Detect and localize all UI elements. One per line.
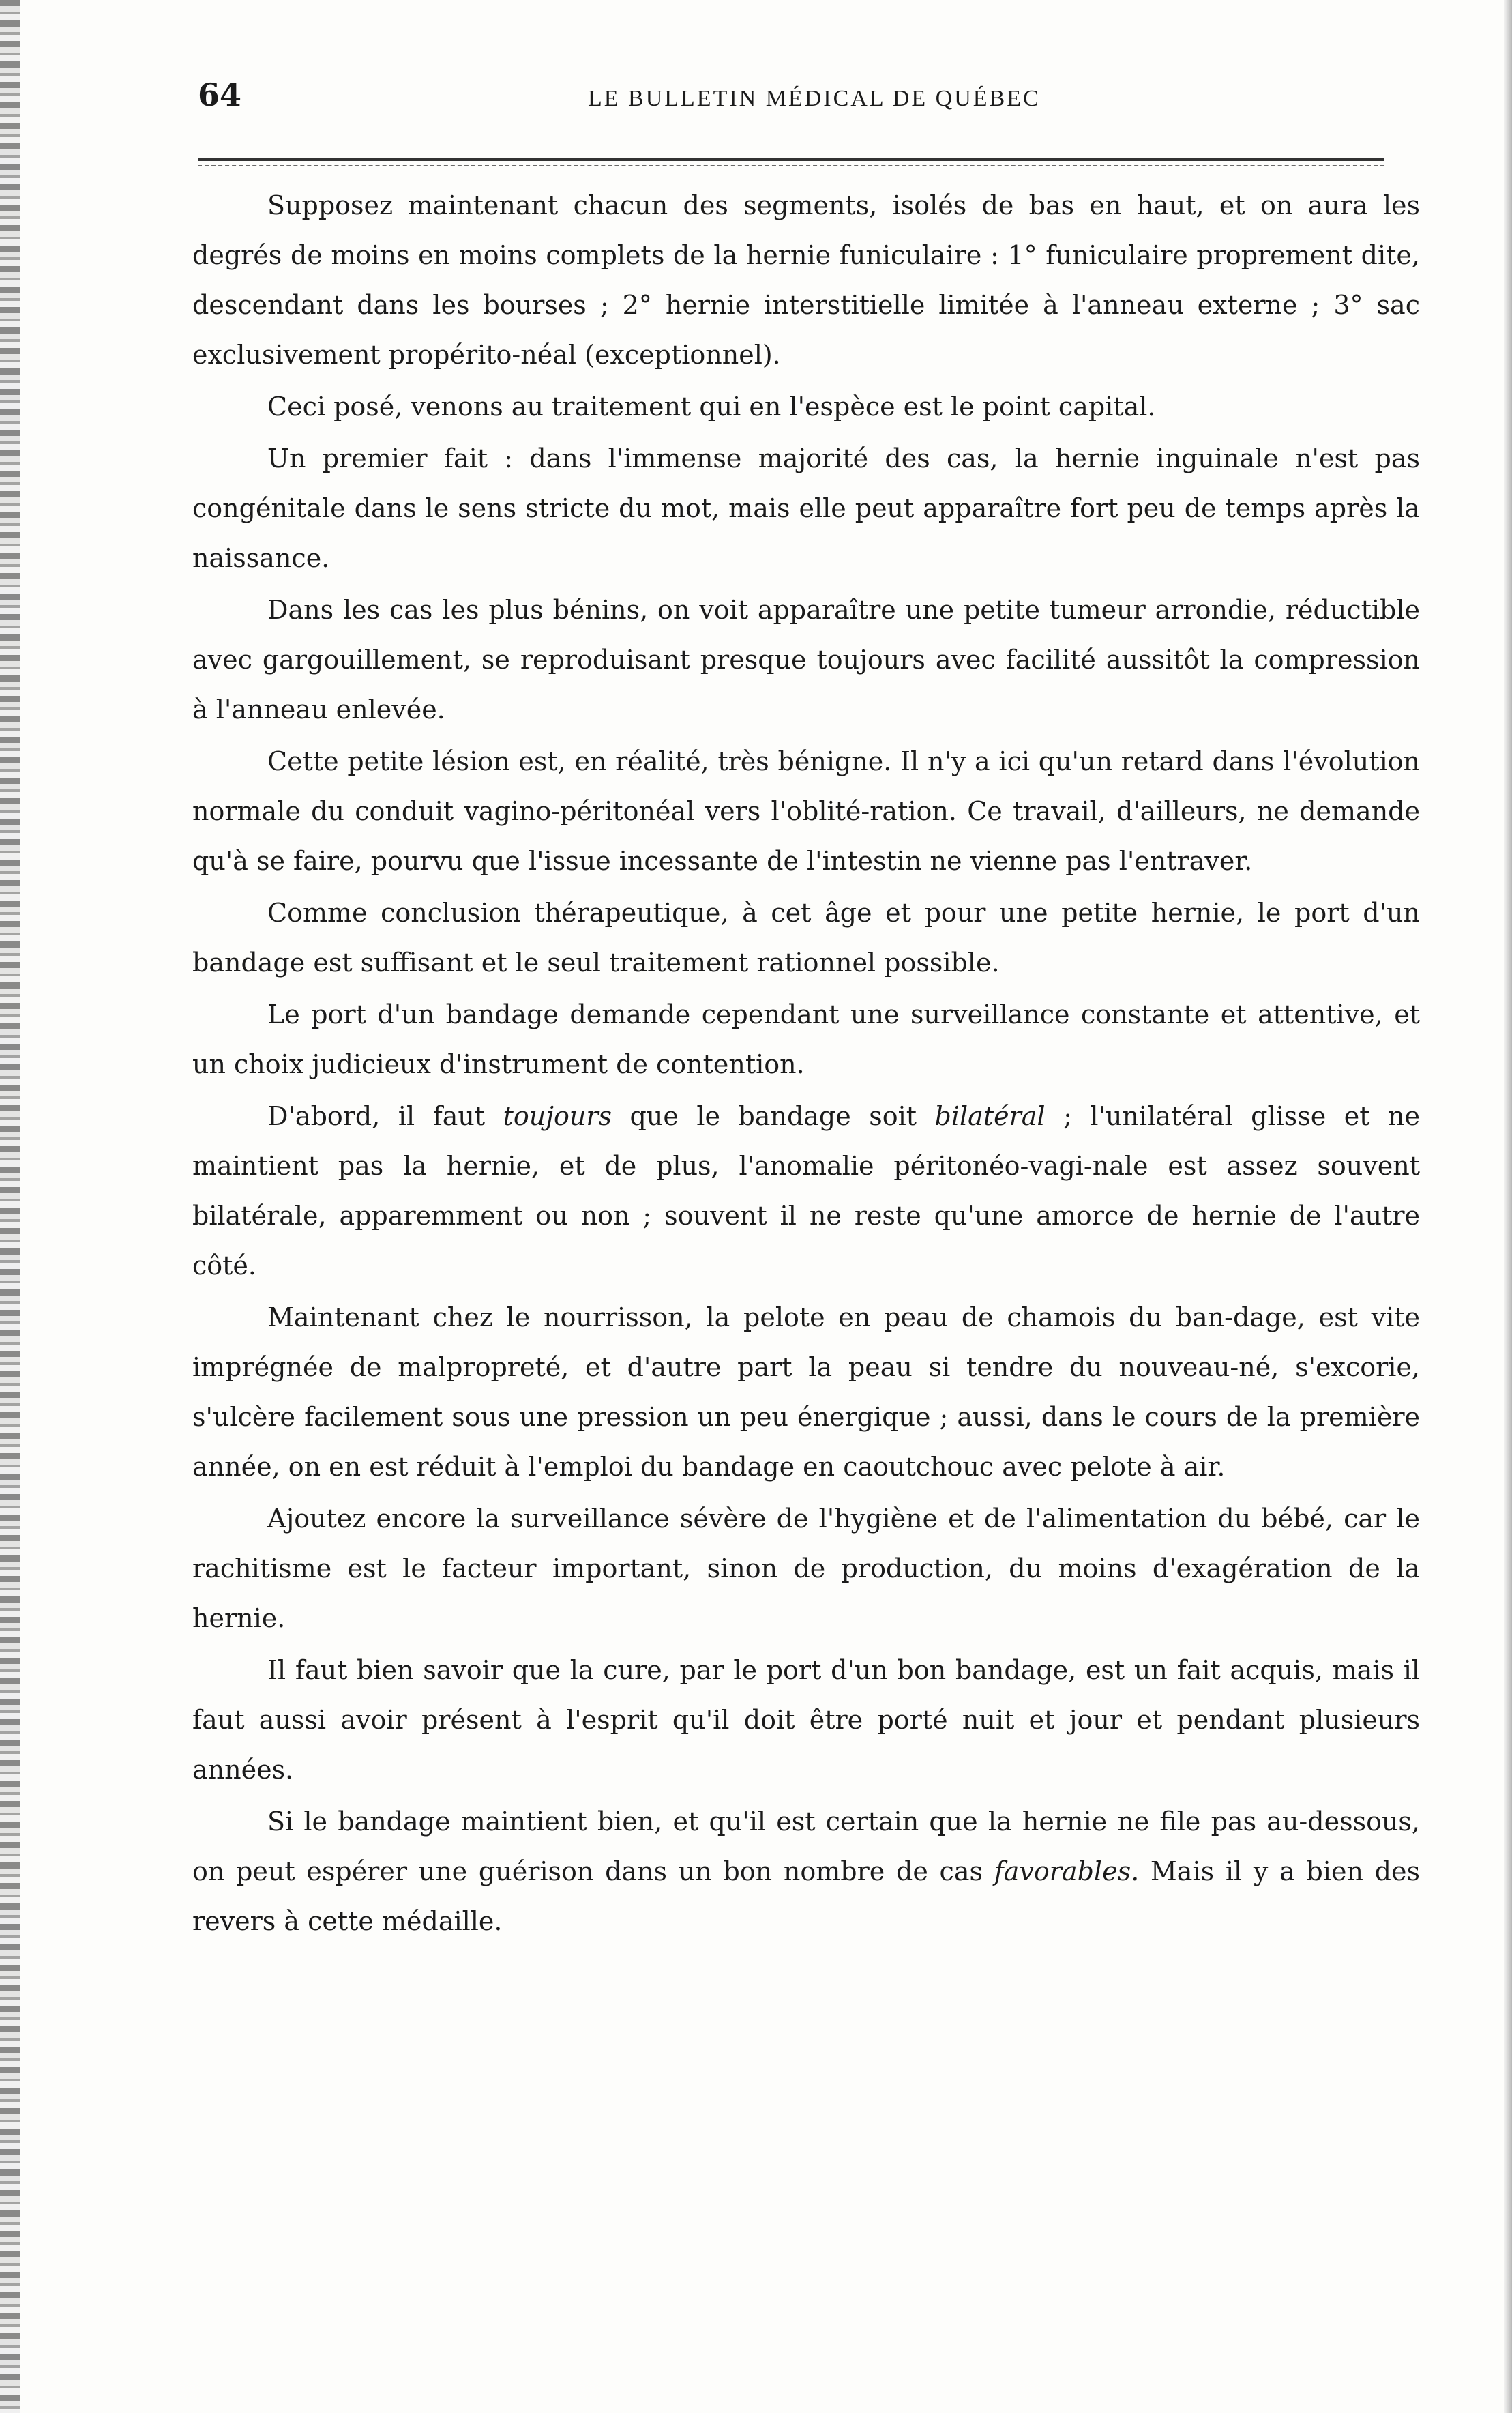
article-body xyxy=(192,181,1420,1948)
italic-run: bilatéral xyxy=(934,1101,1046,1131)
paragraph-first-fact: Un premier fait : dans l'immense majorité des cas, la hernie inguinale n'est pas congénitale dans le sens stricte du mot, mais elle peut apparaître fort peu de temps après la naissance. xyxy=(192,443,1420,573)
text-run: Mais il y a bien des revers à cette médaille. xyxy=(192,1856,1420,1936)
text-run: ; l'unilatéral glisse et ne maintient pas la hernie, et de plus, l'anomalie péritonéo-vagi-nale est assez souvent bilatérale, apparemment ou non ; souvent il ne reste qu'une amorce de hernie de l'autre côté. xyxy=(192,1101,1420,1281)
paragraph-favorable-cases xyxy=(192,1797,1420,1946)
paragraph-therapeutic-conclusion: Comme conclusion thérapeutique, à cet âge et pour une petite hernie, le port d'un bandage est suffisant et le seul traitement rationnel possible. xyxy=(192,898,1420,978)
page-right-edge xyxy=(1504,0,1512,2413)
text-run: que le bandage soit xyxy=(612,1101,935,1131)
page-binding-edge xyxy=(0,0,20,2413)
italic-run: toujours xyxy=(503,1101,612,1131)
paragraph-benign-lesion: Cette petite lésion est, en réalité, très bénigne. Il n'y a ici qu'un retard dans l'évolution normale du conduit vagino-péritonéal vers l'oblité-ration. Ce travail, d'ailleurs, ne demande qu'à se faire, pourvu que l'issue incessante de l'intestin ne vienne pas l'entraver. xyxy=(192,746,1420,876)
header-rule xyxy=(198,158,1384,166)
paragraph-bilateral-bandage xyxy=(192,1092,1420,1291)
running-title: LE BULLETIN MÉDICAL DE QUÉBEC xyxy=(588,86,1041,111)
paragraph-surveillance: Le port d'un bandage demande cependant une surveillance constante et attentive, et un choix judicieux d'instrument de contention. xyxy=(192,999,1420,1079)
paragraph-benign-cases: Dans les cas les plus bénins, on voit apparaître une petite tumeur arrondie, réductible avec gargouillement, se reproduisant presque toujours avec facilité aussitôt la compression à l'anneau enlevée. xyxy=(192,595,1420,725)
paragraph-hygiene: Ajoutez encore la surveillance sévère de l'hygiène et de l'alimentation du bébé, car le rachitisme est le facteur important, sinon de production, du moins d'exagération de la hernie. xyxy=(192,1504,1420,1633)
paragraph-infant-bandage: Maintenant chez le nourrisson, la pelote en peau de chamois du ban-dage, est vite imprégnée de malpropreté, et d'autre part la peau si tendre du nouveau-né, s'excorie, s'ulcère facilement sous une pression un peu énergique ; aussi, dans le cours de la première année, on en est réduit à l'emploi du bandage en caoutchouc avec pelote à air. xyxy=(192,1302,1420,1482)
page-number: 64 xyxy=(198,76,242,113)
paragraph-treatment-capital: Ceci posé, venons au traitement qui en l'espèce est le point capital. xyxy=(267,392,1156,422)
text-run: D'abord, il faut xyxy=(267,1101,503,1131)
italic-run: favorables. xyxy=(994,1856,1140,1886)
page-header xyxy=(198,76,1398,138)
paragraph-cure: Il faut bien savoir que la cure, par le port d'un bon bandage, est un fait acquis, mais il faut aussi avoir présent à l'esprit qu'il doit être porté nuit et jour et pendant plusieurs années. xyxy=(192,1655,1420,1785)
paragraph-hernia-degrees: Supposez maintenant chacun des segments, isolés de bas en haut, et on aura les degrés de moins en moins complets de la hernie funiculaire : 1° funiculaire proprement dite, descendant dans les bourses ; 2° hernie interstitielle limitée à l'anneau externe ; 3° sac exclusivement propérito-néal (exceptionnel). xyxy=(192,190,1420,370)
text-run: Si le bandage maintient bien, et qu'il est certain que la hernie ne file pas au-dessous, on peut espérer une guérison dans un bon nombre de cas xyxy=(192,1807,1420,1886)
